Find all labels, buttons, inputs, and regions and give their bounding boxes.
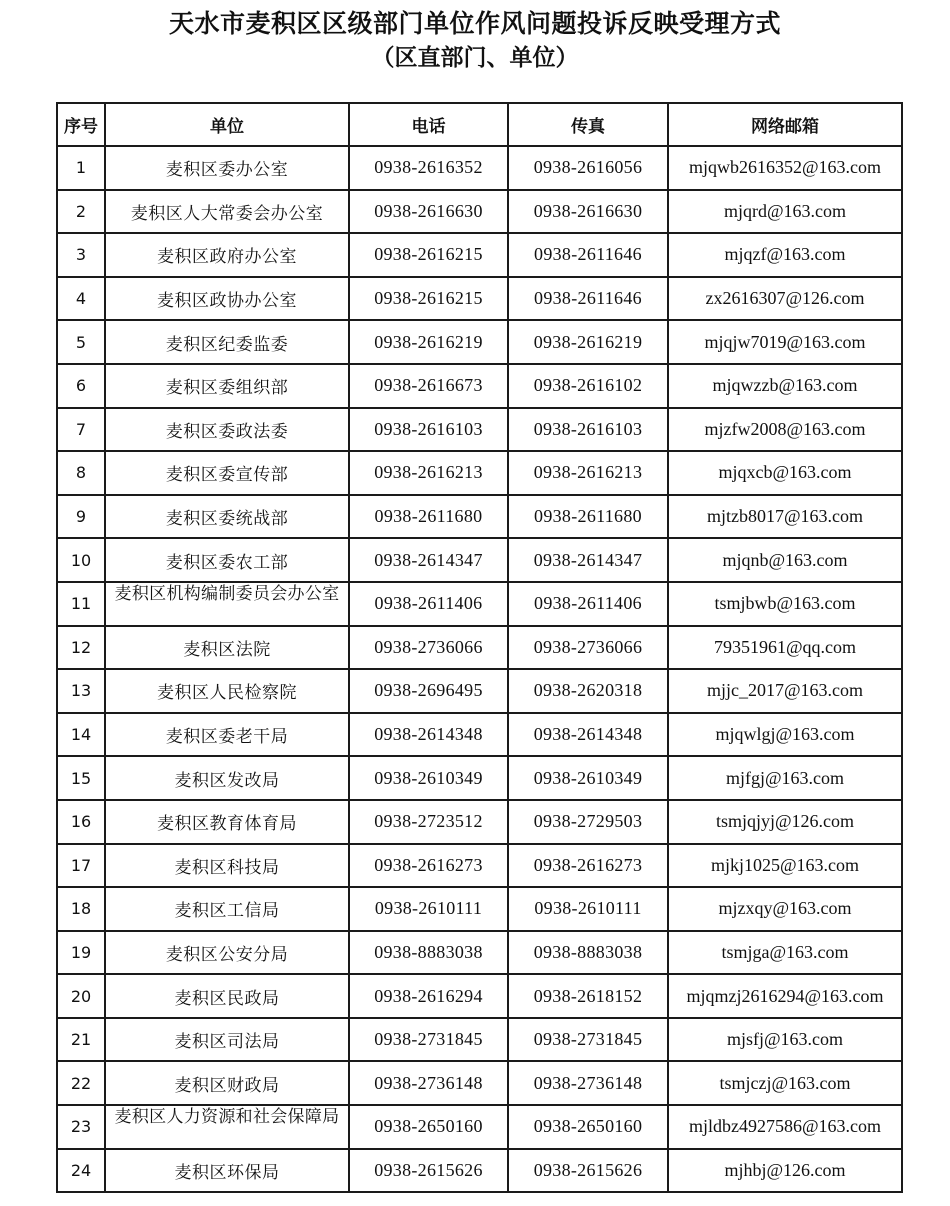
table-row <box>57 364 902 408</box>
cell-seq: 10 <box>57 538 105 582</box>
cell-fax: 0938-2611406 <box>508 582 668 626</box>
cell-seq: 14 <box>57 713 105 757</box>
cell-phone: 0938-2723512 <box>349 800 508 844</box>
cell-phone: 0938-8883038 <box>349 931 508 975</box>
cell-seq: 5 <box>57 320 105 364</box>
cell-email: mjqwzzb@163.com <box>668 364 902 408</box>
cell-fax: 0938-2650160 <box>508 1105 668 1149</box>
cell-unit <box>105 1105 349 1149</box>
cell-email: mjzxqy@163.com <box>668 887 902 931</box>
cell-fax: 0938-2614348 <box>508 713 668 757</box>
table-row <box>57 1149 902 1193</box>
cell-unit: 麦积区司法局 <box>105 1018 349 1062</box>
contacts-table <box>56 102 903 1193</box>
cell-seq: 8 <box>57 451 105 495</box>
table-row <box>57 887 902 931</box>
table-row <box>57 756 902 800</box>
header-seq: 序号 <box>57 103 105 146</box>
cell-fax: 0938-2616273 <box>508 844 668 888</box>
cell-email: mjjc_2017@163.com <box>668 669 902 713</box>
cell-phone: 0938-2611406 <box>349 582 508 626</box>
table-row <box>57 1105 902 1149</box>
table-row <box>57 190 902 234</box>
table-row <box>57 669 902 713</box>
cell-phone: 0938-2616294 <box>349 974 508 1018</box>
cell-fax: 0938-2614347 <box>508 538 668 582</box>
table-row <box>57 582 902 626</box>
table-row <box>57 538 902 582</box>
cell-fax: 0938-2731845 <box>508 1018 668 1062</box>
cell-email: mjzfw2008@163.com <box>668 408 902 452</box>
header-email: 网络邮箱 <box>668 103 902 146</box>
cell-email: mjsfj@163.com <box>668 1018 902 1062</box>
cell-unit: 麦积区发改局 <box>105 756 349 800</box>
cell-unit: 麦积区委办公室 <box>105 146 349 190</box>
cell-fax: 0938-8883038 <box>508 931 668 975</box>
cell-phone: 0938-2616219 <box>349 320 508 364</box>
cell-seq: 20 <box>57 974 105 1018</box>
cell-seq: 7 <box>57 408 105 452</box>
cell-seq: 22 <box>57 1061 105 1105</box>
cell-seq: 4 <box>57 277 105 321</box>
cell-email: mjqzf@163.com <box>668 233 902 277</box>
table-row <box>57 844 902 888</box>
cell-email: mjqwlgj@163.com <box>668 713 902 757</box>
cell-phone: 0938-2614347 <box>349 538 508 582</box>
cell-email: mjfgj@163.com <box>668 756 902 800</box>
cell-fax: 0938-2611646 <box>508 233 668 277</box>
cell-fax: 0938-2620318 <box>508 669 668 713</box>
cell-email: mjqmzj2616294@163.com <box>668 974 902 1018</box>
table-row <box>57 146 902 190</box>
cell-phone: 0938-2696495 <box>349 669 508 713</box>
cell-unit: 麦积区委宣传部 <box>105 451 349 495</box>
cell-unit <box>105 582 349 626</box>
cell-unit: 麦积区法院 <box>105 626 349 670</box>
cell-phone: 0938-2616352 <box>349 146 508 190</box>
cell-fax: 0938-2729503 <box>508 800 668 844</box>
cell-seq: 6 <box>57 364 105 408</box>
cell-seq: 17 <box>57 844 105 888</box>
table-row <box>57 320 902 364</box>
cell-phone: 0938-2616273 <box>349 844 508 888</box>
cell-email: mjqjw7019@163.com <box>668 320 902 364</box>
cell-fax: 0938-2616213 <box>508 451 668 495</box>
cell-seq: 15 <box>57 756 105 800</box>
cell-unit: 麦积区纪委监委 <box>105 320 349 364</box>
cell-fax: 0938-2616103 <box>508 408 668 452</box>
cell-seq: 3 <box>57 233 105 277</box>
cell-seq: 11 <box>57 582 105 626</box>
cell-fax: 0938-2610111 <box>508 887 668 931</box>
cell-seq: 12 <box>57 626 105 670</box>
cell-email: zx2616307@126.com <box>668 277 902 321</box>
cell-email: tsmjbwb@163.com <box>668 582 902 626</box>
table-row <box>57 1018 902 1062</box>
table-row <box>57 451 902 495</box>
table-row <box>57 233 902 277</box>
cell-email: mjqrd@163.com <box>668 190 902 234</box>
cell-email: 79351961@qq.com <box>668 626 902 670</box>
cell-phone: 0938-2611680 <box>349 495 508 539</box>
cell-seq: 18 <box>57 887 105 931</box>
cell-seq: 23 <box>57 1105 105 1149</box>
cell-fax: 0938-2611680 <box>508 495 668 539</box>
cell-phone: 0938-2736148 <box>349 1061 508 1105</box>
cell-unit-text: 麦积区人力资源和社会保障局 <box>114 1107 340 1128</box>
cell-fax: 0938-2611646 <box>508 277 668 321</box>
table-row <box>57 495 902 539</box>
cell-phone: 0938-2610349 <box>349 756 508 800</box>
cell-unit: 麦积区委统战部 <box>105 495 349 539</box>
table-header <box>57 103 902 146</box>
cell-unit: 麦积区委农工部 <box>105 538 349 582</box>
cell-seq: 24 <box>57 1149 105 1193</box>
cell-email: tsmjga@163.com <box>668 931 902 975</box>
cell-seq: 16 <box>57 800 105 844</box>
cell-unit: 麦积区工信局 <box>105 887 349 931</box>
table-row <box>57 408 902 452</box>
header-row <box>57 103 902 146</box>
cell-email: mjldbz4927586@163.com <box>668 1105 902 1149</box>
cell-unit: 麦积区科技局 <box>105 844 349 888</box>
cell-seq: 1 <box>57 146 105 190</box>
cell-email: mjqwb2616352@163.com <box>668 146 902 190</box>
table-row <box>57 931 902 975</box>
table-row <box>57 974 902 1018</box>
cell-unit: 麦积区人大常委会办公室 <box>105 190 349 234</box>
cell-email: tsmjqjyj@126.com <box>668 800 902 844</box>
document-title: 天水市麦积区区级部门单位作风问题投诉反映受理方式 <box>168 9 781 38</box>
cell-seq: 13 <box>57 669 105 713</box>
table-row <box>57 626 902 670</box>
cell-seq: 21 <box>57 1018 105 1062</box>
cell-phone: 0938-2616213 <box>349 451 508 495</box>
table-row <box>57 713 902 757</box>
document-subtitle: （区直部门、单位） <box>371 45 579 71</box>
cell-unit: 麦积区委政法委 <box>105 408 349 452</box>
cell-unit: 麦积区财政局 <box>105 1061 349 1105</box>
cell-phone: 0938-2650160 <box>349 1105 508 1149</box>
cell-fax: 0938-2610349 <box>508 756 668 800</box>
cell-unit: 麦积区民政局 <box>105 974 349 1018</box>
document-header <box>0 8 950 74</box>
cell-unit-text: 麦积区机构编制委员会办公室 <box>114 584 340 605</box>
header-fax: 传真 <box>508 103 668 146</box>
header-unit: 单位 <box>105 103 349 146</box>
cell-phone: 0938-2610111 <box>349 887 508 931</box>
table-row <box>57 800 902 844</box>
table-row <box>57 1061 902 1105</box>
cell-phone: 0938-2616103 <box>349 408 508 452</box>
cell-phone: 0938-2614348 <box>349 713 508 757</box>
cell-phone: 0938-2736066 <box>349 626 508 670</box>
cell-email: mjqnb@163.com <box>668 538 902 582</box>
cell-unit: 麦积区委组织部 <box>105 364 349 408</box>
cell-fax: 0938-2736148 <box>508 1061 668 1105</box>
cell-email: mjkj1025@163.com <box>668 844 902 888</box>
table-row <box>57 277 902 321</box>
cell-fax: 0938-2616630 <box>508 190 668 234</box>
cell-unit: 麦积区环保局 <box>105 1149 349 1193</box>
cell-unit: 麦积区公安分局 <box>105 931 349 975</box>
cell-phone: 0938-2615626 <box>349 1149 508 1193</box>
cell-seq: 9 <box>57 495 105 539</box>
header-phone: 电话 <box>349 103 508 146</box>
cell-seq: 19 <box>57 931 105 975</box>
cell-email: mjqxcb@163.com <box>668 451 902 495</box>
cell-unit: 麦积区教育体育局 <box>105 800 349 844</box>
cell-email: mjtzb8017@163.com <box>668 495 902 539</box>
cell-phone: 0938-2616630 <box>349 190 508 234</box>
table-body <box>57 146 902 1192</box>
cell-unit: 麦积区委老干局 <box>105 713 349 757</box>
cell-fax: 0938-2615626 <box>508 1149 668 1193</box>
cell-fax: 0938-2616056 <box>508 146 668 190</box>
cell-fax: 0938-2736066 <box>508 626 668 670</box>
cell-phone: 0938-2731845 <box>349 1018 508 1062</box>
cell-fax: 0938-2616219 <box>508 320 668 364</box>
cell-fax: 0938-2618152 <box>508 974 668 1018</box>
cell-email: mjhbj@126.com <box>668 1149 902 1193</box>
cell-phone: 0938-2616215 <box>349 277 508 321</box>
cell-unit: 麦积区人民检察院 <box>105 669 349 713</box>
cell-unit: 麦积区政协办公室 <box>105 277 349 321</box>
cell-fax: 0938-2616102 <box>508 364 668 408</box>
cell-email: tsmjczj@163.com <box>668 1061 902 1105</box>
cell-unit: 麦积区政府办公室 <box>105 233 349 277</box>
cell-seq: 2 <box>57 190 105 234</box>
cell-phone: 0938-2616673 <box>349 364 508 408</box>
cell-phone: 0938-2616215 <box>349 233 508 277</box>
